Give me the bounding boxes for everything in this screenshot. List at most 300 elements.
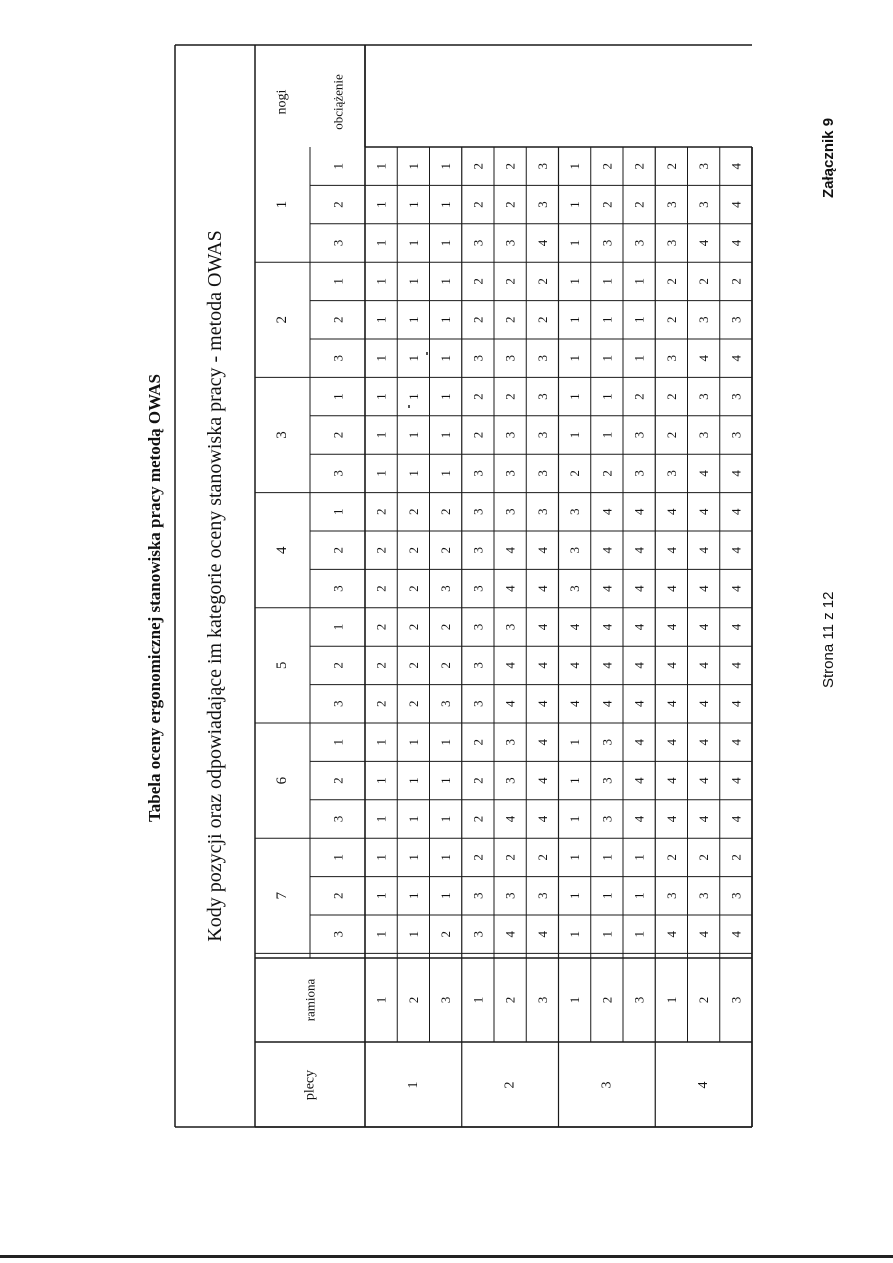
category-cell: 3	[502, 508, 518, 516]
category-cell: 1	[373, 854, 389, 861]
category-cell: 3	[599, 738, 615, 746]
category-cell: 4	[696, 508, 712, 516]
category-cell: 2	[631, 393, 647, 400]
category-cell: 4	[696, 930, 712, 938]
category-cell: 4	[696, 585, 712, 592]
category-cell: 3	[470, 662, 486, 669]
page-number: Strona 11 z 12	[820, 591, 837, 688]
ramiona-code: 1	[567, 996, 583, 1004]
category-cell: 1	[438, 815, 454, 823]
category-cell: 4	[599, 508, 615, 516]
category-cell: 4	[502, 930, 518, 938]
category-cell: 4	[696, 239, 712, 247]
category-cell: 3	[696, 393, 712, 400]
category-cell: 4	[567, 662, 583, 669]
category-cell: 4	[728, 354, 744, 362]
category-cell: 3	[728, 393, 744, 400]
category-cell: 2	[502, 162, 518, 170]
category-cell: 3	[502, 738, 518, 746]
category-cell: 3	[728, 431, 744, 439]
ramiona-code: 2	[599, 996, 615, 1004]
category-cell: 2	[470, 162, 486, 170]
ramiona-code: 3	[631, 996, 647, 1004]
category-cell: 4	[631, 777, 647, 784]
category-cell: 3	[663, 201, 679, 208]
category-cell: 2	[405, 700, 421, 708]
load-code: 3	[330, 354, 346, 362]
ramiona-code: 3	[438, 996, 454, 1004]
category-cell: 4	[728, 201, 744, 208]
category-cell: 4	[728, 700, 744, 708]
category-cell: 3	[696, 162, 712, 170]
category-cell: 3	[663, 892, 679, 900]
load-code: 3	[330, 700, 346, 708]
category-cell: 2	[728, 278, 744, 285]
category-cell: 2	[696, 854, 712, 861]
category-cell: 2	[599, 470, 615, 477]
category-cell: 3	[663, 470, 679, 477]
category-cell: 4	[663, 585, 679, 592]
category-cell: 4	[502, 815, 518, 823]
category-cell: 1	[373, 162, 389, 170]
category-cell: 4	[567, 700, 583, 708]
category-cell: 3	[470, 930, 486, 938]
category-cell: 2	[373, 508, 389, 516]
category-cell: 3	[470, 239, 486, 247]
ramiona-code: 1	[470, 996, 486, 1004]
category-cell: 1	[438, 892, 454, 900]
category-cell: 3	[567, 585, 583, 592]
category-cell: 3	[631, 470, 647, 477]
category-cell: 1	[599, 431, 615, 439]
category-cell: 1	[567, 239, 583, 247]
nogi-code: 3	[274, 431, 290, 439]
category-cell: 3	[534, 354, 550, 362]
category-cell: 2	[405, 662, 421, 669]
load-code: 3	[330, 470, 346, 477]
category-cell: 1	[631, 354, 647, 362]
category-cell: 4	[631, 700, 647, 708]
load-code: 1	[330, 738, 346, 746]
annex-label: Załącznik 9	[820, 117, 837, 198]
category-cell: 4	[728, 508, 744, 516]
ramiona-code: 2	[502, 996, 518, 1004]
category-cell: 3	[438, 700, 454, 708]
nogi-code: 2	[274, 316, 290, 324]
load-code: 1	[330, 508, 346, 516]
category-cell: 1	[567, 316, 583, 324]
category-cell: 3	[470, 354, 486, 362]
category-cell: 1	[405, 393, 421, 400]
category-cell: 4	[728, 585, 744, 592]
category-cell: 1	[599, 316, 615, 324]
nogi-code: 5	[274, 661, 290, 670]
category-cell: 2	[502, 278, 518, 285]
category-cell: 1	[405, 930, 421, 938]
category-cell: 3	[567, 546, 583, 554]
category-cell: 4	[534, 623, 550, 631]
category-cell: 1	[631, 854, 647, 861]
category-cell: 4	[599, 700, 615, 708]
category-cell: 1	[567, 431, 583, 439]
category-cell: 2	[373, 546, 389, 554]
category-cell: 4	[534, 930, 550, 938]
category-cell: 3	[502, 777, 518, 784]
category-cell: 3	[696, 316, 712, 324]
category-cell: 1	[599, 354, 615, 362]
load-code: 2	[330, 431, 346, 439]
load-code: 1	[330, 623, 346, 631]
category-cell: 2	[373, 585, 389, 592]
category-cell: 4	[631, 546, 647, 554]
category-cell: 3	[534, 892, 550, 900]
category-cell: 1	[599, 393, 615, 400]
category-cell: 1	[373, 892, 389, 900]
category-cell: 1	[373, 201, 389, 208]
category-cell: 2	[631, 162, 647, 170]
category-cell: 4	[502, 700, 518, 708]
category-cell: 4	[502, 546, 518, 554]
header-nogi: nogi	[274, 89, 290, 115]
load-code: 2	[330, 892, 346, 900]
category-cell: 4	[728, 930, 744, 938]
load-code: 2	[330, 316, 346, 324]
category-cell: 4	[696, 546, 712, 554]
category-cell: 1	[631, 278, 647, 285]
category-cell: 4	[728, 777, 744, 784]
category-cell: 3	[567, 508, 583, 516]
category-cell: 1	[438, 470, 454, 477]
category-cell: 2	[470, 316, 486, 324]
category-cell: 3	[728, 892, 744, 900]
nogi-code: 6	[274, 776, 290, 785]
category-cell: 1	[567, 354, 583, 362]
category-cell: 2	[373, 662, 389, 669]
category-cell: 1	[631, 316, 647, 324]
load-code: 3	[330, 585, 346, 592]
load-code: 2	[330, 662, 346, 669]
category-cell: 4	[663, 508, 679, 516]
category-cell: 4	[696, 623, 712, 631]
table-caption: Kody pozycji oraz odpowiadające im kategorie oceny stanowiska pracy - metoda OWAS	[204, 230, 226, 942]
category-cell: 4	[631, 508, 647, 516]
category-cell: 3	[534, 470, 550, 477]
category-cell: 1	[438, 201, 454, 208]
category-cell: 3	[470, 623, 486, 631]
category-cell: 4	[663, 930, 679, 938]
category-cell: 1	[438, 777, 454, 784]
category-cell: 1	[405, 854, 421, 861]
category-cell: 4	[663, 662, 679, 669]
category-cell: 2	[470, 815, 486, 823]
category-cell: 2	[405, 623, 421, 631]
category-cell: 3	[502, 431, 518, 439]
category-cell: 1	[567, 815, 583, 823]
category-cell: 1	[438, 316, 454, 324]
category-cell: 4	[696, 662, 712, 669]
category-cell: 2	[502, 316, 518, 324]
category-cell: 1	[438, 431, 454, 439]
category-cell: 1	[405, 815, 421, 823]
category-cell: 1	[631, 892, 647, 900]
category-cell: 2	[405, 546, 421, 554]
plecy-code: 4	[696, 1081, 712, 1089]
header-plecy: plecy	[302, 1069, 318, 1101]
load-code: 1	[330, 854, 346, 861]
category-cell: 4	[502, 585, 518, 592]
nogi-code: 7	[274, 892, 290, 900]
category-cell: 2	[599, 162, 615, 170]
category-cell: 4	[534, 585, 550, 592]
category-cell: 3	[470, 546, 486, 554]
category-cell: 4	[567, 623, 583, 631]
load-code: 3	[330, 815, 346, 823]
category-cell: 4	[696, 738, 712, 746]
category-cell: 1	[405, 892, 421, 900]
category-cell: 3	[631, 431, 647, 439]
category-cell: 1	[599, 930, 615, 938]
category-cell: 1	[567, 892, 583, 900]
load-code: 3	[330, 930, 346, 938]
category-cell: 2	[470, 431, 486, 439]
category-cell: 2	[438, 623, 454, 631]
category-cell: 2	[470, 393, 486, 400]
category-cell: 4	[502, 662, 518, 669]
category-cell: 2	[470, 854, 486, 861]
category-cell: 3	[663, 239, 679, 247]
category-cell: 1	[373, 777, 389, 784]
category-cell: 4	[599, 623, 615, 631]
category-cell: 3	[599, 777, 615, 784]
category-cell: 4	[696, 777, 712, 784]
category-cell: 2	[663, 316, 679, 324]
category-cell: 3	[599, 815, 615, 823]
category-cell: 4	[696, 354, 712, 362]
category-cell: 3	[470, 700, 486, 708]
category-cell: 1	[567, 278, 583, 285]
category-cell: 1	[567, 162, 583, 170]
category-cell: 3	[631, 239, 647, 247]
category-cell: 3	[696, 892, 712, 900]
category-cell: 4	[631, 738, 647, 746]
category-cell: 3	[470, 892, 486, 900]
category-cell: 4	[631, 585, 647, 592]
category-cell: 1	[405, 431, 421, 439]
category-cell: 1	[438, 239, 454, 247]
category-cell: 1	[373, 239, 389, 247]
category-cell: 4	[728, 546, 744, 554]
category-cell: 3	[599, 239, 615, 247]
plecy-code: 1	[405, 1081, 421, 1089]
category-cell: 1	[438, 854, 454, 861]
ramiona-code: 2	[405, 996, 421, 1004]
category-cell: 1	[405, 162, 421, 170]
category-cell: 2	[373, 623, 389, 631]
category-cell: 3	[696, 201, 712, 208]
category-cell: 2	[438, 930, 454, 938]
category-cell: 1	[438, 354, 454, 362]
nogi-code: 1	[274, 200, 290, 209]
category-cell: 2	[567, 470, 583, 477]
category-cell: 2	[631, 201, 647, 208]
category-cell: 3	[502, 239, 518, 247]
category-cell: 4	[696, 815, 712, 823]
category-cell: 1	[373, 316, 389, 324]
category-cell: 4	[728, 239, 744, 247]
category-cell: 4	[534, 700, 550, 708]
category-cell: 3	[696, 431, 712, 439]
category-cell: 4	[728, 738, 744, 746]
load-code: 3	[330, 239, 346, 247]
category-cell: 3	[728, 316, 744, 324]
category-cell: 4	[663, 815, 679, 823]
category-cell: 1	[405, 777, 421, 784]
category-cell: 1	[567, 930, 583, 938]
category-cell: 2	[470, 201, 486, 208]
load-code: 1	[330, 278, 346, 285]
header-ramiona: ramiona	[302, 978, 318, 1022]
category-cell: 1	[405, 239, 421, 247]
category-cell: 3	[534, 393, 550, 400]
category-cell: 2	[502, 854, 518, 861]
category-cell: 2	[663, 854, 679, 861]
category-cell: 2	[534, 854, 550, 861]
category-cell: 2	[438, 546, 454, 554]
category-cell: 1	[567, 854, 583, 861]
category-cell: 3	[502, 470, 518, 477]
category-cell: 3	[534, 201, 550, 208]
category-cell: 4	[534, 777, 550, 784]
ramiona-code: 2	[696, 996, 712, 1004]
category-cell: 3	[534, 162, 550, 170]
category-cell: 4	[534, 738, 550, 746]
category-cell: 4	[663, 777, 679, 784]
category-cell: 1	[599, 278, 615, 285]
category-cell: 2	[696, 278, 712, 285]
category-cell: 4	[534, 239, 550, 247]
category-cell: 3	[470, 508, 486, 516]
category-cell: 3	[502, 623, 518, 631]
load-code: 1	[330, 393, 346, 400]
category-cell: 4	[663, 546, 679, 554]
category-cell: 2	[534, 316, 550, 324]
category-cell: 4	[696, 700, 712, 708]
category-cell: 2	[438, 662, 454, 669]
nogi-code: 4	[274, 546, 290, 554]
category-cell: 1	[567, 738, 583, 746]
category-cell: 4	[728, 815, 744, 823]
category-cell: 3	[534, 431, 550, 439]
category-cell: 4	[696, 470, 712, 477]
category-cell: 1	[373, 738, 389, 746]
category-cell: 3	[470, 470, 486, 477]
category-cell: 1	[373, 470, 389, 477]
ramiona-code: 1	[373, 996, 389, 1004]
category-cell: 1	[438, 393, 454, 400]
load-code: 1	[330, 162, 346, 170]
category-cell: 4	[631, 623, 647, 631]
category-cell: 2	[470, 738, 486, 746]
category-cell: 1	[567, 393, 583, 400]
category-cell: 4	[599, 662, 615, 669]
category-cell: 1	[405, 354, 421, 362]
footer-rule	[0, 1255, 893, 1258]
category-cell: 2	[599, 201, 615, 208]
category-cell: 3	[534, 508, 550, 516]
ramiona-code: 1	[663, 996, 679, 1004]
category-cell: 1	[373, 930, 389, 938]
category-cell: 4	[663, 738, 679, 746]
category-cell: 1	[438, 738, 454, 746]
category-cell: 3	[502, 892, 518, 900]
category-cell: 3	[438, 585, 454, 592]
load-code: 2	[330, 201, 346, 208]
category-cell: 1	[599, 892, 615, 900]
category-cell: 3	[470, 585, 486, 592]
category-cell: 2	[438, 508, 454, 516]
plecy-code: 2	[502, 1081, 518, 1089]
category-cell: 3	[502, 354, 518, 362]
category-cell: 1	[373, 354, 389, 362]
category-cell: 2	[470, 278, 486, 285]
category-cell: 1	[438, 162, 454, 170]
category-cell: 2	[534, 278, 550, 285]
category-cell: 4	[534, 662, 550, 669]
category-cell: 1	[405, 201, 421, 208]
category-cell: 2	[470, 777, 486, 784]
category-cell: 4	[728, 623, 744, 631]
category-cell: 2	[728, 854, 744, 861]
category-cell: 1	[405, 278, 421, 285]
category-cell: 2	[405, 585, 421, 592]
page-title: Tabela oceny ergonomicznej stanowiska pracy metodą OWAS	[145, 374, 164, 822]
category-cell: 1	[631, 930, 647, 938]
category-cell: 1	[438, 278, 454, 285]
category-cell: 4	[631, 662, 647, 669]
category-cell: 1	[405, 470, 421, 477]
category-cell: 4	[631, 815, 647, 823]
ramiona-code: 3	[534, 996, 550, 1004]
category-cell: 4	[728, 662, 744, 669]
header-obciazenie: obciążenie	[330, 74, 346, 130]
ramiona-code: 3	[728, 996, 744, 1004]
plecy-code: 3	[599, 1081, 615, 1089]
category-cell: 1	[567, 777, 583, 784]
category-cell: 3	[663, 354, 679, 362]
category-cell: 2	[373, 700, 389, 708]
category-cell: 2	[405, 508, 421, 516]
category-cell: 1	[567, 201, 583, 208]
category-cell: 1	[599, 854, 615, 861]
category-cell: 1	[373, 815, 389, 823]
category-cell: 4	[728, 162, 744, 170]
category-cell: 2	[502, 393, 518, 400]
category-cell: 4	[663, 700, 679, 708]
category-cell: 4	[599, 546, 615, 554]
category-cell: 2	[663, 278, 679, 285]
category-cell: 4	[599, 585, 615, 592]
category-cell: 1	[373, 431, 389, 439]
category-cell: 2	[663, 162, 679, 170]
category-cell: 2	[663, 431, 679, 439]
load-code: 2	[330, 546, 346, 554]
category-cell: 4	[534, 546, 550, 554]
category-cell: 1	[405, 316, 421, 324]
category-cell: 4	[534, 815, 550, 823]
category-cell: 1	[405, 738, 421, 746]
category-cell: 2	[502, 201, 518, 208]
category-cell: 1	[373, 393, 389, 400]
